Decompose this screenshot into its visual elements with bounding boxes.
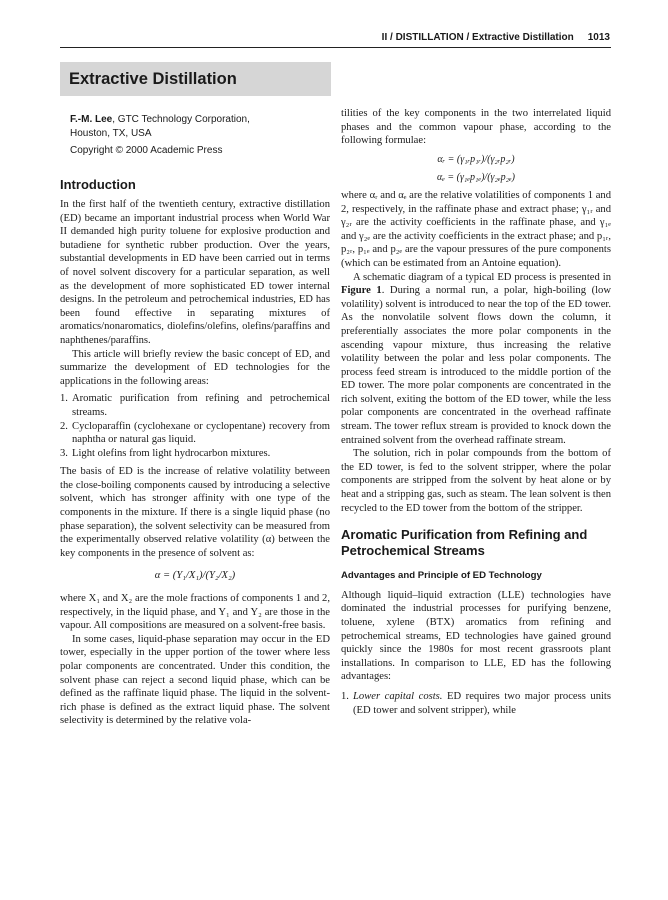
list-text: Cycloparaffin (cyclohexane or cyclopentane) recovery from naphtha or natural gas liquid. (72, 420, 330, 446)
list-number: 2. (60, 420, 68, 432)
right-column (341, 107, 611, 717)
list-text: Light olefins from light hydrocarbon mixtures. (72, 447, 271, 459)
list-number: 1. (341, 690, 349, 702)
author-affiliation: , GTC Technology Corporation, (112, 114, 250, 125)
list-number: 1. (60, 393, 68, 405)
running-head (330, 32, 610, 43)
list-item (341, 690, 611, 717)
article-title: Extractive Distillation (69, 70, 237, 88)
applications-list (60, 392, 330, 460)
list-item (60, 447, 330, 461)
running-head-text: II / DISTILLATION / Extractive Distillation (381, 32, 574, 43)
copyright: Copyright © 2000 Academic Press (70, 145, 223, 156)
page-number: 1013 (587, 32, 610, 43)
raffinate-volatility-equation: αᵣ = (γ₁ᵣp₁ᵣ)/(γ₂ᵣp₂ᵣ) (437, 153, 515, 165)
list-item (60, 420, 330, 447)
paragraph: The solution, rich in polar compounds from the bottom of the ED tower, is fed to the solvent stripper, where the polar components are stripped from the solvent by heat alone or by heat and a stripping gas, such as steam. The lean solvent is then recycled to the ED tower from the bottom of the stripper. (341, 448, 611, 514)
section-heading: Aromatic Purification from Refining and Petrochemical Streams (341, 527, 588, 559)
list-emphasis: Lower capital costs. (353, 690, 443, 702)
author-location: Houston, TX, USA (70, 127, 152, 139)
paragraph (341, 271, 611, 448)
paragraph: The basis of ED is the increase of relative volatility between the close-boiling components caused by introducing a selective solvent, which has stronger affinity with one type of the components in the mixture. If there is a single liquid phase (no phase separation), the solvent selectivity can be measured from the experimentally observed relative volatility (α) between the key components in the presence of solvent as: (60, 466, 330, 559)
paragraph: where X₁ and X₂ are the mole fractions of components 1 and 2, respectively, in the liquid phase, and Y₁ and Y₂ are those in the vapour. All compositions are measured on a solvent-free basis. (60, 593, 330, 632)
list-text: ED requires two major process units (ED tower and solvent stripper), while (353, 690, 611, 716)
paragraph: In some cases, liquid-phase separation may occur in the ED tower, especially in the upper portion of the tower where less polar components are concentrated. Under this condition, the solvent phase can reject a second liquid phase, which can be defined as the raffinate liquid phase. The liquid in the solvent-rich phase is defined as the extract liquid phase. The solvent selectivity is determined by the relative vola- (60, 633, 330, 727)
paragraph: This article will briefly review the basic concept of ED, and summarize the development of ED technologies for the applications in the following areas: (60, 348, 330, 387)
list-number: 3. (60, 447, 68, 459)
list-text: Aromatic purification from refining and petrochemical streams. (72, 393, 330, 418)
relative-volatility-equation: α = (Y₁/X₁)/(Y₂/X₂) (154, 570, 236, 582)
figure-reference[interactable]: Figure 1 (341, 285, 382, 297)
header-rule (60, 47, 611, 48)
paragraph: In the first half of the twentieth century, extractive distillation (ED) became an important industrial process when World War II demanded high purity toluene for explosive production and butadiene for synthetic rubber production. Over the years, substantial developments in ED have been carried out in terms of novel solvent discovery for a particular separation, as well as the development of more sophisticated ED tower internal designs. In the petroleum and petrochemical industries, ED has been found effective in separating mixtures of aromatics/nonaromatics, diolefins/olefins, olefins/paraffins and naphthenes/paraffins. (60, 199, 330, 346)
subsection-heading: Advantages and Principle of ED Technology (341, 570, 542, 582)
paragraph: where αᵣ and αₑ are the relative volatilities of components 1 and 2, respectively, in the raffinate phase and extract phase; γ₁ᵣ and γ₂ᵣ are the activity coefficients in the raffinate phase, and γ₁ₑ and γ₂ₑ are the activity coefficients in the extract phase; and p₁ᵣ, p₂ᵣ, p₁ₑ and p₂ₑ are the vapour pressures of the pure components (which can be estimated from an Antoine equation). (341, 189, 611, 269)
paragraph-text: . During a normal run, a polar, high-boiling (low volatility) solvent is introduced to near the top of the ED tower. As the nonvolatile solvent flows down the column, it preferentially associates the more polar components in the ascending vapour mixture, thus increasing the relative volatility between the polar and less polar components. The process feed stream is introduced to the middle portion of the ED tower. The more polar components are concentrated in the rich solvent, exiting the bottom of the ED tower, while the less polar components are concentrated in the overhead raffinate stream. The tower reflux stream is provided to knock down the entrained solvent from the overhead raffinate stream. (341, 285, 611, 446)
introduction-heading: Introduction (60, 177, 136, 192)
author-name: F.-M. Lee (70, 114, 113, 125)
paragraph: tilities of the key components in the two interrelated liquid phases and the common vapour phase, according to the following formulae: (341, 108, 611, 147)
paragraph-text: A schematic diagram of a typical ED process is presented in (353, 271, 611, 283)
extract-volatility-equation: αₑ = (γ₁ₑp₁ₑ)/(γ₂ₑp₂ₑ) (437, 172, 515, 184)
author-block (70, 113, 332, 158)
paragraph: Although liquid–liquid extraction (LLE) technologies have dominated the industrial processes for purifying benzene, toluene, xylene (BTX) aromatics from refining and petrochemical streams, ED technologies have gained ground quickly since the 1980s for most recent grassroots plant installations. In comparison to LLE, ED has the following advantages: (341, 589, 611, 683)
list-item (60, 392, 330, 419)
title-box (60, 62, 331, 96)
advantages-list (341, 690, 611, 717)
left-column (60, 198, 330, 728)
